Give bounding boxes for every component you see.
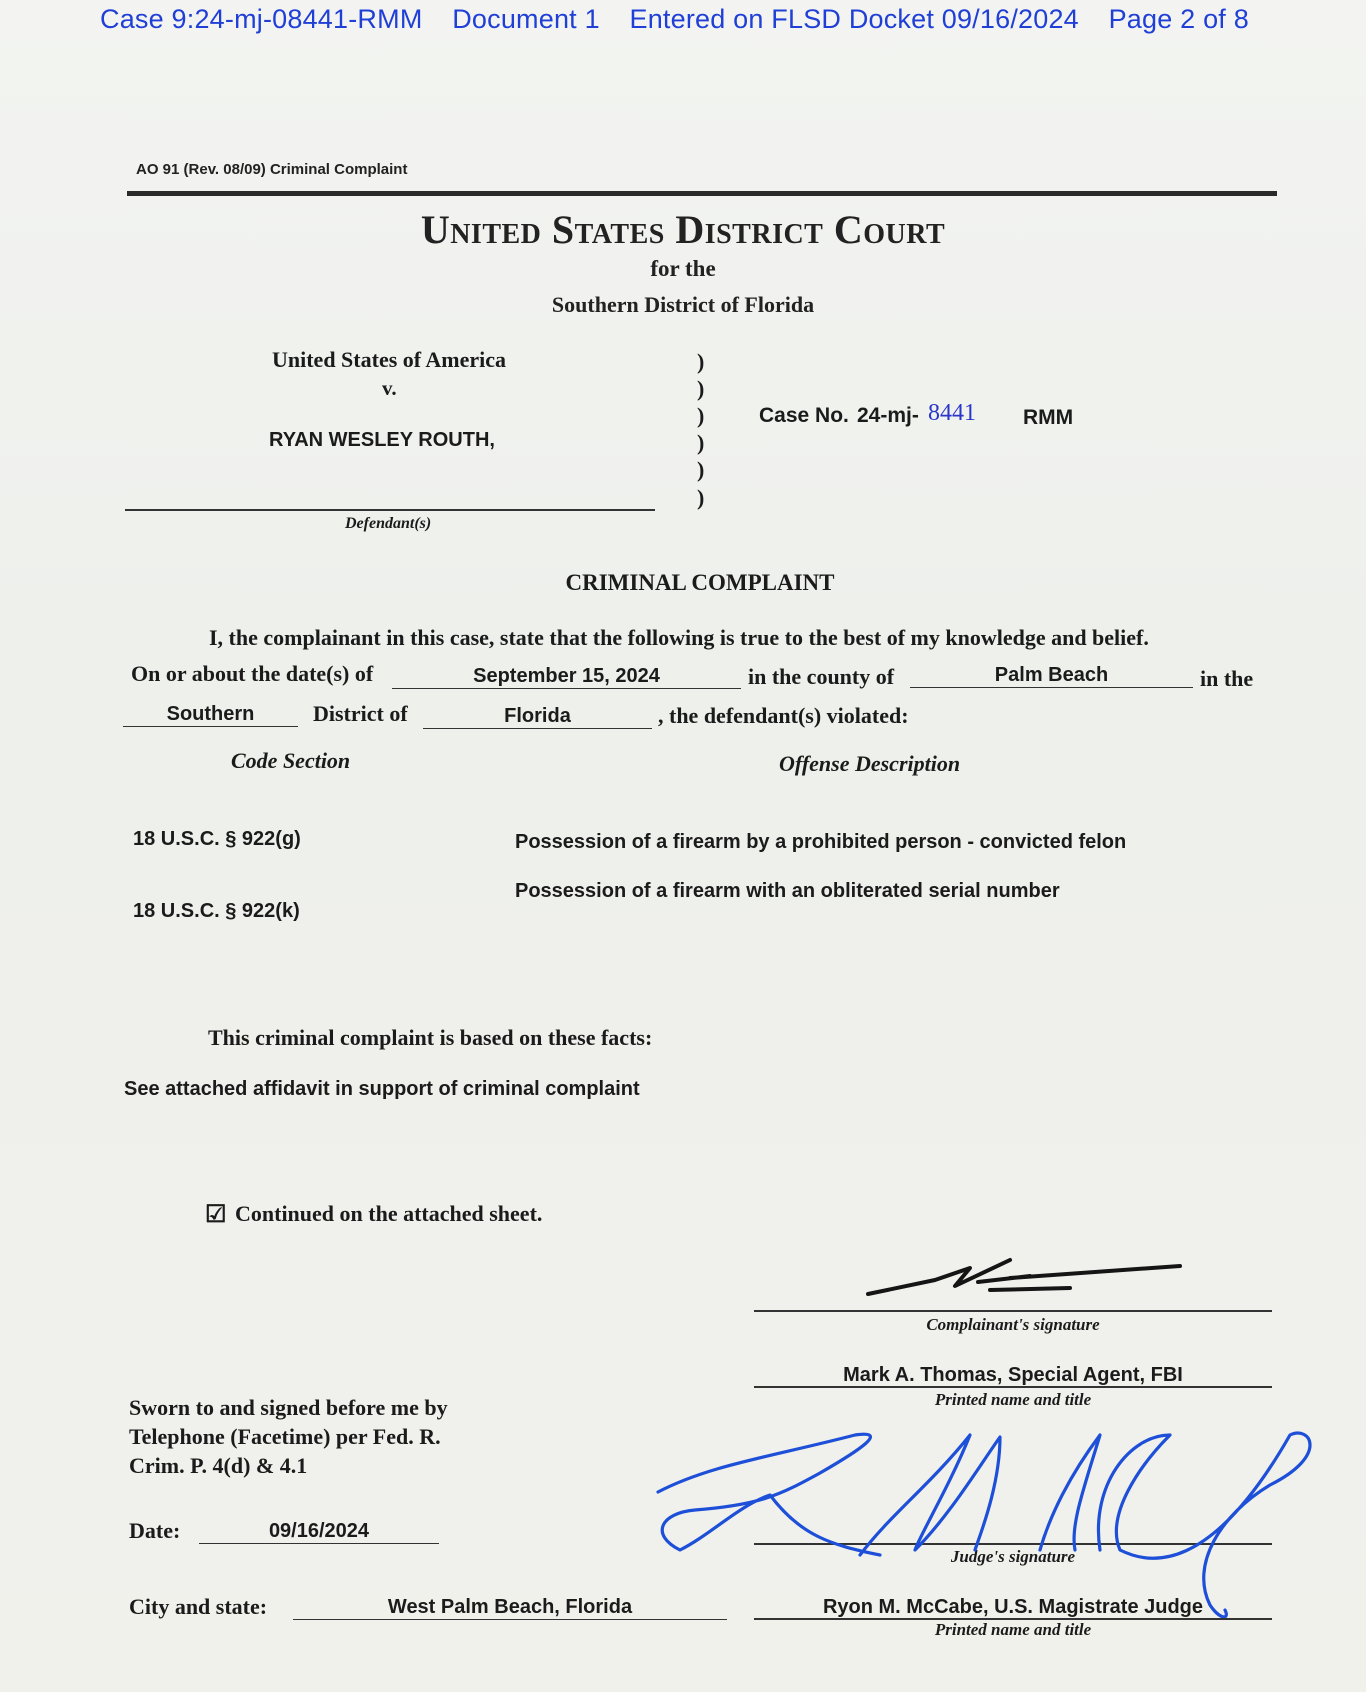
signed-date: 09/16/2024 [199, 1520, 439, 1544]
offense-code: 18 U.S.C. § 922(g) [133, 828, 301, 850]
city-state-label: City and state: [129, 1594, 268, 1619]
checkbox-checked-icon: ☑ [205, 1202, 227, 1228]
offense-description: Possession of a firearm with an obliterated serial number [515, 880, 1060, 902]
continued-text: Continued on the attached sheet. [235, 1201, 543, 1226]
form-id: AO 91 (Rev. 08/09) Criminal Complaint [136, 161, 408, 178]
versus: v. [382, 376, 397, 400]
complainant-signature-image [860, 1252, 1190, 1304]
date-prefix: On or about the date(s) of [131, 661, 374, 686]
facts-label: This criminal complaint is based on these facts: [208, 1025, 653, 1050]
caption-paren: ) [697, 376, 705, 401]
stamp-document: Document 1 [452, 4, 600, 34]
caption-paren: ) [697, 403, 705, 428]
code-section-header: Code Section [231, 748, 351, 773]
sworn-statement: Sworn to and signed before me by Telephone (Facetime) per Fed. R. Crim. P. 4(d) & 4.1 [129, 1395, 448, 1478]
defendant-label: Defendant(s) [345, 515, 432, 532]
court-for-the: for the [650, 256, 716, 281]
offense-description-header: Offense Description [779, 751, 961, 776]
complainant-printed-name: Mark A. Thomas, Special Agent, FBI [843, 1364, 1183, 1386]
in-the: in the [1200, 666, 1254, 691]
court-district: Southern District of Florida [551, 292, 815, 317]
case-number: 8441 [928, 400, 976, 426]
complainant-signature-line [754, 1310, 1272, 1312]
ecf-header-stamp [100, 4, 1271, 35]
caption-paren: ) [697, 485, 705, 510]
court-name: United States District Court [420, 207, 946, 252]
offense-description: Possession of a firearm by a prohibited person - convicted felon [515, 831, 1127, 853]
plaintiff-name: United States of America [272, 347, 507, 372]
complaint-intro: I, the complainant in this case, state that the following is true to the best of my knowledge and belief. [209, 625, 1149, 650]
case-number-label: Case No. [759, 404, 849, 427]
stamp-page: Page 2 of 8 [1108, 4, 1249, 34]
offense-date: September 15, 2024 [392, 665, 741, 689]
district-name: Southern [123, 703, 298, 727]
judge-printed-label: Printed name and title [934, 1620, 1092, 1639]
date-label: Date: [129, 1518, 181, 1543]
county-prefix: in the county of [748, 664, 895, 689]
judge-signature-label: Judge's signature [950, 1547, 1076, 1566]
stamp-entered: Entered on FLSD Docket 09/16/2024 [629, 4, 1079, 34]
judge-signature-image [650, 1425, 1350, 1625]
district-of: District of [313, 701, 408, 726]
violated-text: , the defendant(s) violated: [658, 703, 909, 728]
judge-printed-name: Ryon M. McCabe, U.S. Magistrate Judge [822, 1596, 1204, 1618]
offense-code: 18 U.S.C. § 922(k) [133, 900, 300, 922]
case-number-prefix: 24-mj- [857, 404, 919, 427]
city-state: West Palm Beach, Florida [293, 1596, 727, 1620]
facts-text: See attached affidavit in support of criminal complaint [124, 1078, 640, 1100]
header-rule [127, 191, 1277, 196]
complainant-name-line [754, 1386, 1272, 1388]
complainant-printed-label: Printed name and title [934, 1390, 1092, 1409]
caption-paren: ) [697, 430, 705, 455]
complainant-signature-label: Complainant's signature [926, 1315, 1100, 1334]
defendant-line [125, 509, 655, 511]
caption-paren: ) [697, 457, 705, 482]
county: Palm Beach [910, 664, 1193, 688]
complaint-heading: CRIMINAL COMPLAINT [565, 570, 835, 595]
state-name: Florida [423, 705, 652, 729]
defendant-name: RYAN WESLEY ROUTH, [269, 429, 495, 451]
stamp-case: Case 9:24-mj-08441-RMM [100, 4, 423, 34]
caption-paren: ) [697, 349, 705, 374]
case-number-judge: RMM [1023, 406, 1074, 429]
